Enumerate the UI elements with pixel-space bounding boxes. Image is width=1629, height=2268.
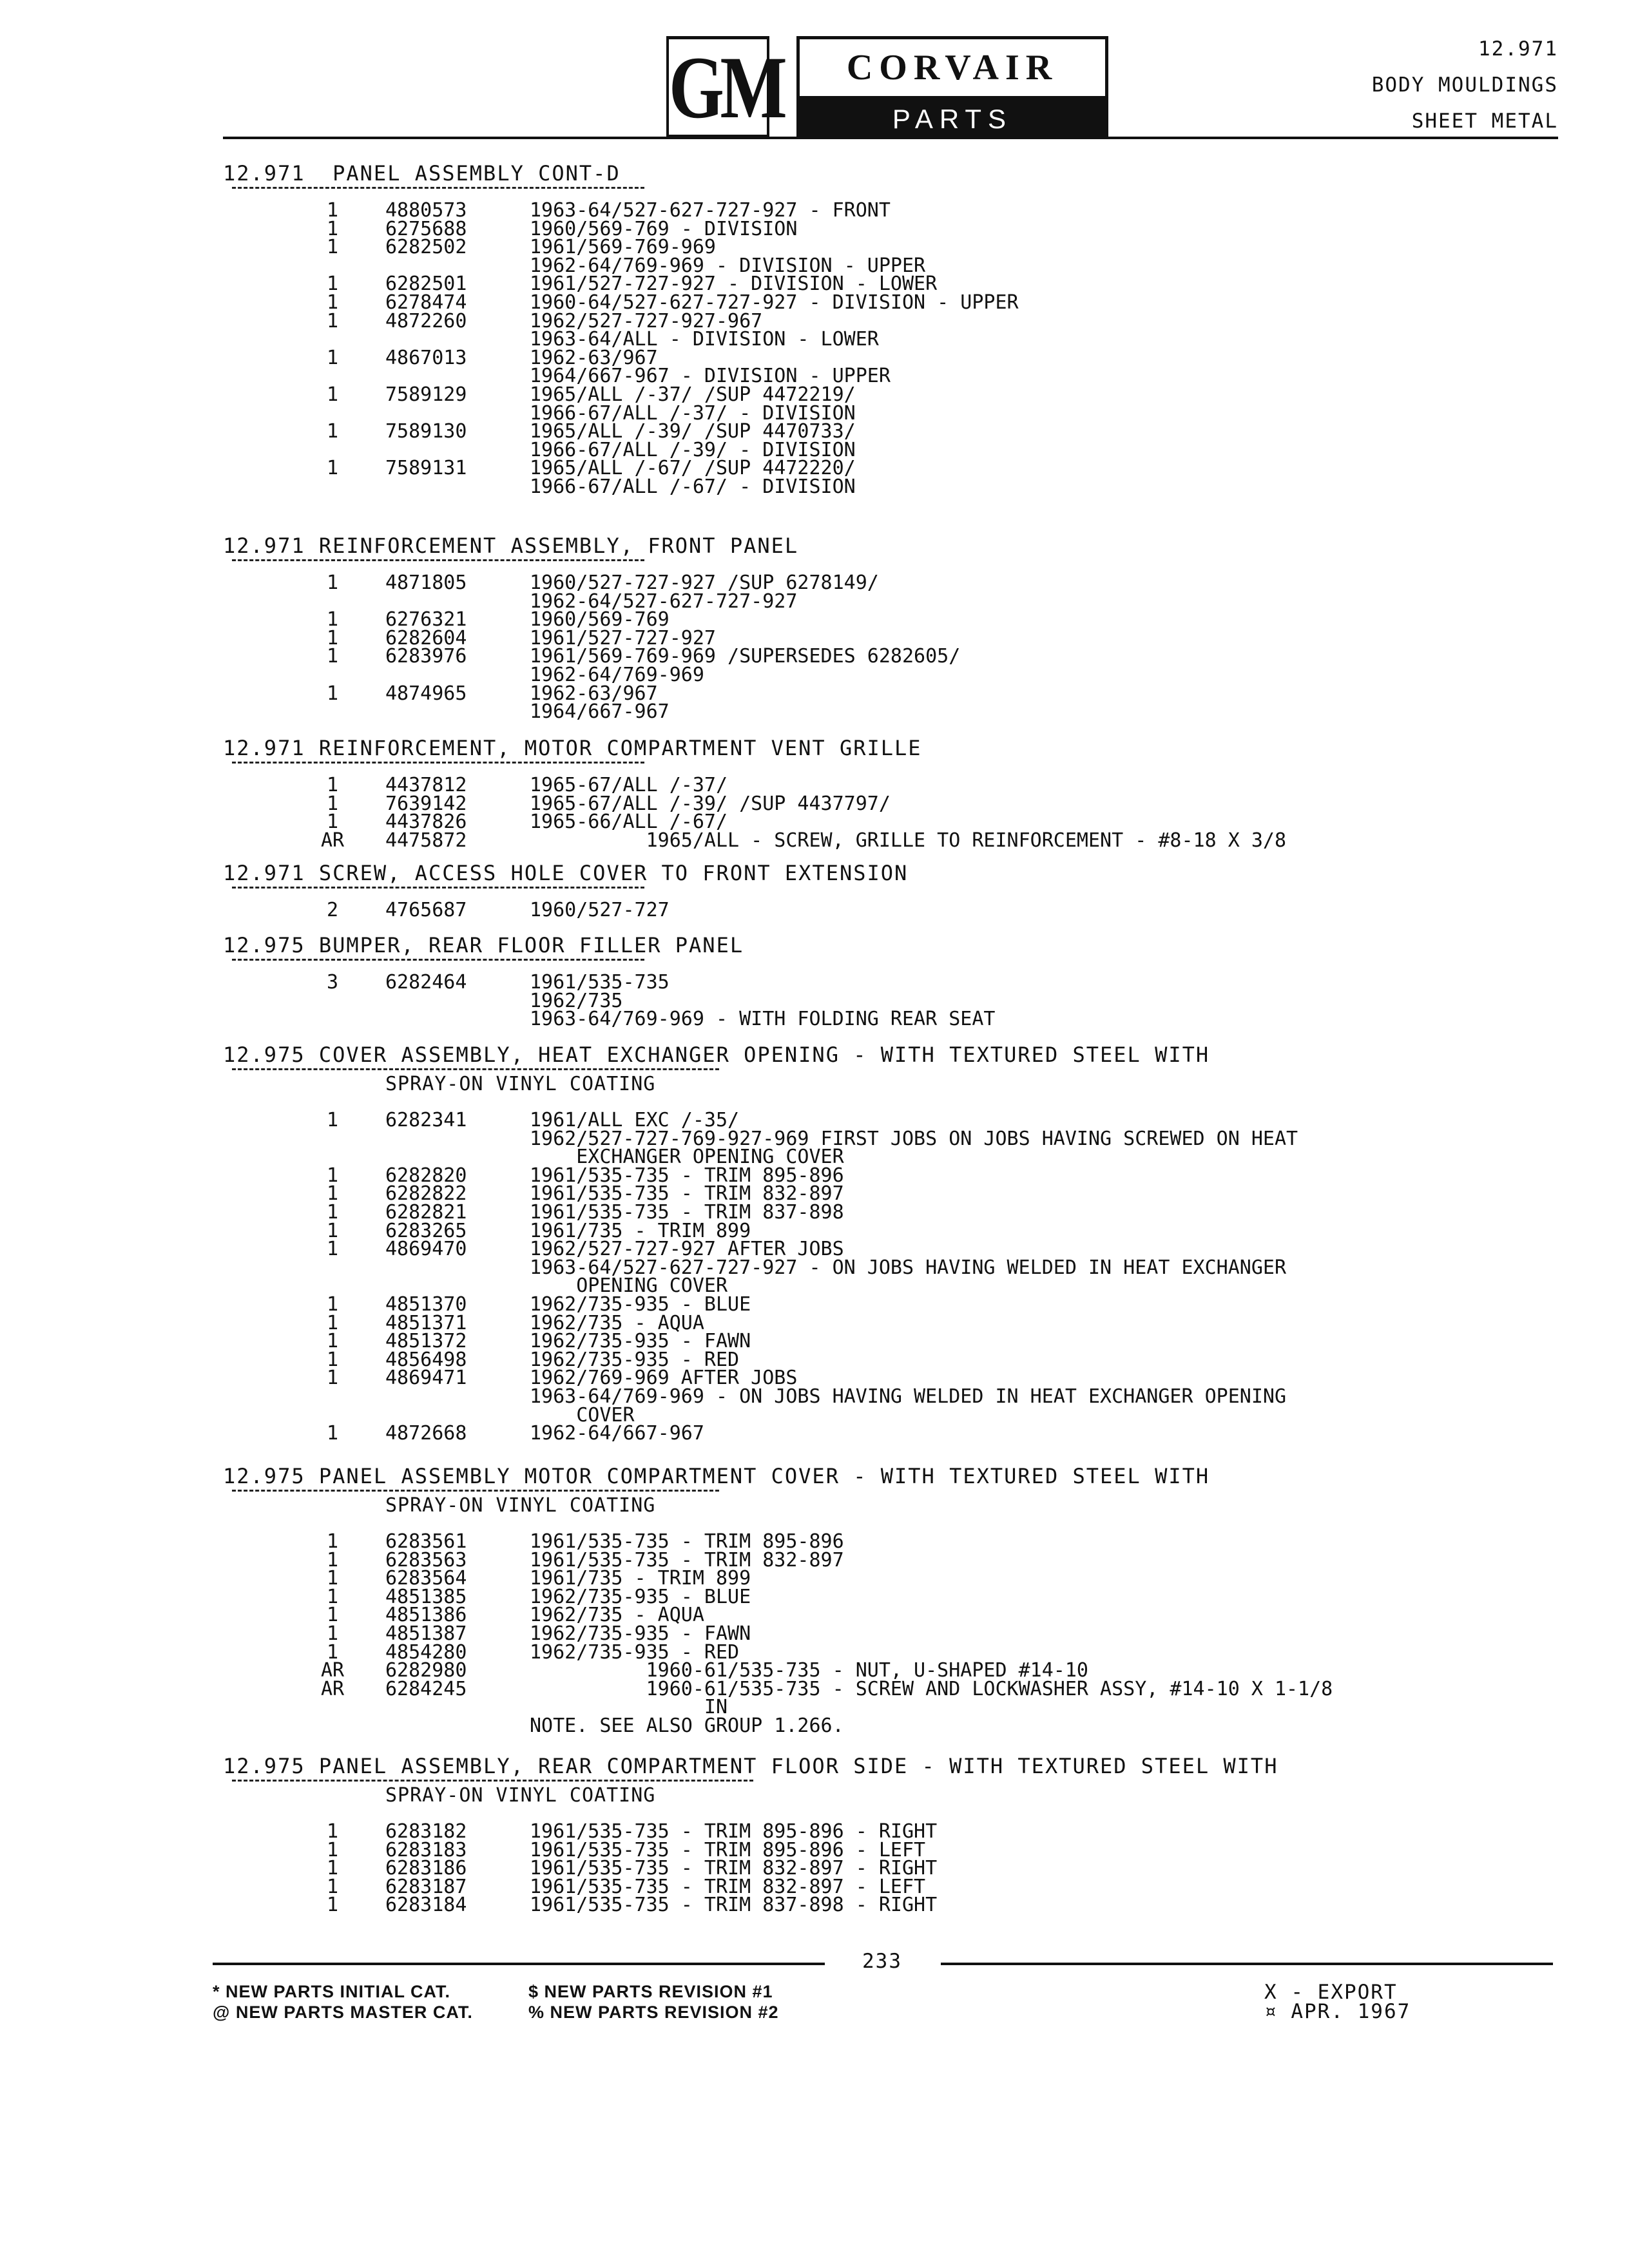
part-number: 6283186 <box>385 1857 467 1880</box>
part-number: 6282604 <box>385 626 467 649</box>
quantity: 1 <box>326 572 339 594</box>
quantity: 1 <box>326 346 339 369</box>
section-underline <box>232 1068 719 1070</box>
quantity: 1 <box>326 1585 339 1608</box>
application-description: 1961/535-735 - TRIM 895-896 <box>530 1164 844 1187</box>
part-number: 6282821 <box>385 1201 467 1224</box>
part-number: 6283976 <box>385 645 467 668</box>
application-description: 1961/527-727-927 - DIVISION - LOWER <box>530 273 938 296</box>
part-number: 6282501 <box>385 273 467 296</box>
part-number: 4871805 <box>385 572 467 594</box>
part-number: 4874965 <box>385 682 467 705</box>
part-number: 6283563 <box>385 1548 467 1571</box>
part-number: 7589129 <box>385 383 467 406</box>
part-number: 4851372 <box>385 1330 467 1353</box>
part-number: 4856498 <box>385 1348 467 1371</box>
quantity: 1 <box>326 1838 339 1861</box>
application-description: 1962/769-969 AFTER JOBS <box>530 1367 798 1390</box>
legend-rev1: $ NEW PARTS REVISION #1 <box>528 1982 773 2001</box>
quantity: 3 <box>326 971 339 994</box>
part-number: 7639142 <box>385 792 467 815</box>
application-description: 1962-63/967 <box>530 682 658 705</box>
application-description: 1962-64/667-967 <box>530 1422 704 1445</box>
application-description: 1960/569-769 - DIVISION <box>530 217 798 240</box>
part-number: 7589131 <box>385 457 467 480</box>
application-description: 1962/527-727-769-927-969 FIRST JOBS ON JOBS HAVING SCREWED ON HEAT <box>530 1127 1298 1150</box>
application-description: 1962/527-727-927 AFTER JOBS <box>530 1238 844 1261</box>
application-description: 1965/ALL /-37/ /SUP 4472219/ <box>530 383 856 406</box>
category-label: SHEET METAL <box>1411 110 1558 133</box>
quantity: 1 <box>326 1640 339 1664</box>
date-note: ¤ APR. 1967 <box>1264 2000 1411 2023</box>
group-name: BODY MOULDINGS <box>1371 73 1558 97</box>
section-underline <box>232 1780 753 1782</box>
section-subtitle: SPRAY-ON VINYL COATING <box>385 1784 656 1807</box>
application-description: 1966-67/ALL /-67/ - DIVISION <box>530 476 856 498</box>
application-description: 1962/735-935 - BLUE <box>530 1293 751 1316</box>
quantity: 1 <box>326 1182 339 1206</box>
application-description: 1961/569-769-969 <box>530 236 716 259</box>
application-description: 1962-64/527-627-727-927 <box>530 590 798 613</box>
quantity: 1 <box>326 645 339 668</box>
section-title: 12.975 PANEL ASSEMBLY MOTOR COMPARTMENT COVER - WITH TEXTURED STEEL WITH <box>223 1464 1210 1488</box>
application-description: 1962/735-935 - BLUE <box>530 1585 751 1608</box>
part-number: 6283187 <box>385 1875 467 1898</box>
quantity: 1 <box>326 1293 339 1316</box>
section-title: 12.971 REINFORCEMENT, MOTOR COMPARTMENT VENT GRILLE <box>223 736 922 760</box>
application-description: 1960/527-727 <box>530 899 670 921</box>
application-description: 1965-66/ALL /-67/ <box>530 811 728 834</box>
section-subtitle: SPRAY-ON VINYL COATING <box>385 1494 656 1517</box>
part-number: 4872260 <box>385 309 467 332</box>
section-underline <box>232 187 644 189</box>
application-description: 1961/535-735 - TRIM 837-898 <box>530 1201 844 1224</box>
application-description: IN <box>530 1696 728 1719</box>
quantity: 1 <box>326 199 339 222</box>
legend-master: @ NEW PARTS MASTER CAT. <box>213 2003 473 2022</box>
part-number: 4851385 <box>385 1585 467 1608</box>
part-number: 7589130 <box>385 420 467 443</box>
part-number: 4880573 <box>385 199 467 222</box>
section-underline <box>232 887 644 889</box>
application-description: 1962/735 <box>530 989 623 1012</box>
application-description: 1961/535-735 - TRIM 832-897 <box>530 1548 844 1571</box>
header-rule <box>223 137 1558 139</box>
quantity: 1 <box>326 1311 339 1334</box>
application-description: 1960-64/527-627-727-927 - DIVISION - UPPER <box>530 291 1019 314</box>
group-number: 12.971 <box>1478 37 1558 61</box>
part-number: 6278474 <box>385 291 467 314</box>
quantity: 1 <box>326 1330 339 1353</box>
quantity: 1 <box>326 1820 339 1843</box>
quantity: 1 <box>326 420 339 443</box>
application-description: COVER <box>530 1403 635 1427</box>
application-description: EXCHANGER OPENING COVER <box>530 1146 844 1169</box>
application-description: 1961/535-735 - TRIM 895-896 - RIGHT <box>530 1820 938 1843</box>
quantity: 1 <box>326 1164 339 1187</box>
application-description: 1962-63/967 <box>530 346 658 369</box>
quantity: 1 <box>326 291 339 314</box>
application-description: 1963-64/ALL - DIVISION - LOWER <box>530 328 879 351</box>
quantity: 1 <box>326 1109 339 1131</box>
section-title: 12.975 BUMPER, REAR FLOOR FILLER PANEL <box>223 933 744 957</box>
part-number: 4437826 <box>385 811 467 834</box>
part-number: 6282822 <box>385 1182 467 1206</box>
legend-initial: * NEW PARTS INITIAL CAT. <box>213 1982 451 2001</box>
section-title: 12.975 COVER ASSEMBLY, HEAT EXCHANGER OPENING - WITH TEXTURED STEEL WITH <box>223 1043 1210 1067</box>
export-note: X - EXPORT <box>1264 1981 1398 2004</box>
section-subtitle: SPRAY-ON VINYL COATING <box>385 1073 656 1095</box>
application-description: 1960-61/535-735 - SCREW AND LOCKWASHER ASSY, #14-10 X 1-1/8 <box>530 1677 1333 1700</box>
legend-rev2: % NEW PARTS REVISION #2 <box>528 2003 779 2022</box>
quantity: 1 <box>326 1894 339 1917</box>
quantity: 1 <box>326 1567 339 1590</box>
application-description: 1961/735 - TRIM 899 <box>530 1219 751 1242</box>
quantity: 1 <box>326 1857 339 1880</box>
application-description: 1962/735 - AQUA <box>530 1604 704 1627</box>
section-title: 12.975 PANEL ASSEMBLY, REAR COMPARTMENT FLOOR SIDE - WITH TEXTURED STEEL WITH <box>223 1754 1278 1778</box>
application-description: 1961/535-735 - TRIM 832-897 - RIGHT <box>530 1857 938 1880</box>
part-number: 4872668 <box>385 1422 467 1445</box>
part-number: 4851386 <box>385 1604 467 1627</box>
quantity: 1 <box>326 1604 339 1627</box>
application-description: 1965-67/ALL /-39/ /SUP 4437797/ <box>530 792 891 815</box>
part-number: 6275688 <box>385 217 467 240</box>
quantity: 1 <box>326 1348 339 1371</box>
application-description: 1960/569-769 <box>530 608 670 631</box>
part-number: 4869471 <box>385 1367 467 1390</box>
application-description: 1961/735 - TRIM 899 <box>530 1567 751 1590</box>
part-number: 4854280 <box>385 1640 467 1664</box>
application-description: 1962/735-935 - RED <box>530 1640 740 1664</box>
footer-rule-right <box>941 1963 1553 1965</box>
application-description: 1966-67/ALL /-39/ - DIVISION <box>530 438 856 461</box>
quantity: 1 <box>326 792 339 815</box>
application-description: 1965/ALL /-39/ /SUP 4470733/ <box>530 420 856 443</box>
quantity: 1 <box>326 1530 339 1553</box>
quantity: 1 <box>326 217 339 240</box>
quantity: 1 <box>326 273 339 296</box>
quantity: AR <box>320 829 345 852</box>
application-description: 1962/735-935 - FAWN <box>530 1622 751 1645</box>
part-number: 4765687 <box>385 899 467 921</box>
gm-logo: GM <box>666 36 769 138</box>
section-underline <box>232 1490 719 1492</box>
part-number: 4437812 <box>385 774 467 796</box>
section-title: 12.971 PANEL ASSEMBLY CONT-D <box>223 161 621 186</box>
part-number: 6283265 <box>385 1219 467 1242</box>
application-description: 1961/569-769-969 /SUPERSEDES 6282605/ <box>530 645 961 668</box>
quantity: 1 <box>326 1219 339 1242</box>
application-description: 1961/535-735 - TRIM 832-897 - LEFT <box>530 1875 926 1898</box>
application-description: 1960/527-727-927 /SUP 6278149/ <box>530 572 879 594</box>
application-description: 1961/527-727-927 <box>530 626 716 649</box>
brand-title: CORVAIR <box>796 36 1108 99</box>
application-description: 1963-64/769-969 - WITH FOLDING REAR SEAT <box>530 1008 996 1031</box>
part-number: 6283183 <box>385 1838 467 1861</box>
quantity: 1 <box>326 236 339 259</box>
part-number: 6282502 <box>385 236 467 259</box>
quantity: AR <box>320 1677 345 1700</box>
quantity: 1 <box>326 774 339 796</box>
part-number: 6283182 <box>385 1820 467 1843</box>
application-description: 1963-64/769-969 - ON JOBS HAVING WELDED IN HEAT EXCHANGER OPENING <box>530 1385 1286 1408</box>
quantity: 1 <box>326 626 339 649</box>
section-title: 12.971 SCREW, ACCESS HOLE COVER TO FRONT EXTENSION <box>223 861 909 885</box>
application-description: 1962/735-935 - RED <box>530 1348 740 1371</box>
part-number: 6282820 <box>385 1164 467 1187</box>
footer-rule-left <box>213 1963 825 1965</box>
application-description: OPENING COVER <box>530 1274 728 1298</box>
application-description: 1965/ALL - SCREW, GRILLE TO REINFORCEMENT - #8-18 X 3/8 <box>530 829 1286 852</box>
catalogue-banner: PARTS CATALOGUE <box>796 99 1108 139</box>
part-number: 6282980 <box>385 1659 467 1682</box>
quantity: 1 <box>326 608 339 631</box>
application-description: 1961/535-735 - TRIM 895-896 <box>530 1530 844 1553</box>
application-description: 1963-64/527-627-727-927 - FRONT <box>530 199 891 222</box>
application-description: 1965-67/ALL /-37/ <box>530 774 728 796</box>
quantity: 1 <box>326 383 339 406</box>
application-description: 1961/535-735 - TRIM 837-898 - RIGHT <box>530 1894 938 1917</box>
application-description: 1962-64/769-969 - DIVISION - UPPER <box>530 254 926 277</box>
page-number: 233 <box>862 1950 902 1973</box>
quantity: 1 <box>326 682 339 705</box>
application-description: 1961/535-735 - TRIM 895-896 - LEFT <box>530 1838 926 1861</box>
quantity: AR <box>320 1659 345 1682</box>
application-description: 1962-64/769-969 <box>530 664 704 686</box>
application-description: 1966-67/ALL /-37/ - DIVISION <box>530 401 856 425</box>
part-number: 4851371 <box>385 1311 467 1334</box>
application-description: 1961/535-735 <box>530 971 670 994</box>
quantity: 1 <box>326 1622 339 1645</box>
quantity: 1 <box>326 1201 339 1224</box>
quantity: 1 <box>326 1875 339 1898</box>
part-number: 6283561 <box>385 1530 467 1553</box>
part-number: 6283564 <box>385 1567 467 1590</box>
section-underline <box>232 762 644 764</box>
quantity: 1 <box>326 309 339 332</box>
part-number: 6276321 <box>385 608 467 631</box>
application-description: 1960-61/535-735 - NUT, U-SHAPED #14-10 <box>530 1659 1088 1682</box>
part-number: 6282341 <box>385 1109 467 1131</box>
part-number: 4869470 <box>385 1238 467 1261</box>
part-number: 4851387 <box>385 1622 467 1645</box>
quantity: 1 <box>326 1238 339 1261</box>
part-number: 4475872 <box>385 829 467 852</box>
application-description: 1962/735 - AQUA <box>530 1311 704 1334</box>
application-description: 1964/667-967 - DIVISION - UPPER <box>530 365 891 388</box>
quantity: 1 <box>326 811 339 834</box>
quantity: 1 <box>326 1548 339 1571</box>
application-description: 1962/527-727-927-967 <box>530 309 763 332</box>
section-underline <box>232 959 644 961</box>
part-number: 4851370 <box>385 1293 467 1316</box>
application-description: 1964/667-967 <box>530 700 670 724</box>
application-description: 1961/ALL EXC /-35/ <box>530 1109 740 1131</box>
application-description: NOTE. SEE ALSO GROUP 1.266. <box>530 1715 844 1737</box>
application-description: 1962/735-935 - FAWN <box>530 1330 751 1353</box>
part-number: 4867013 <box>385 346 467 369</box>
quantity: 2 <box>326 899 339 921</box>
application-description: 1961/535-735 - TRIM 832-897 <box>530 1182 844 1206</box>
application-description: 1965/ALL /-67/ /SUP 4472220/ <box>530 457 856 480</box>
part-number: 6283184 <box>385 1894 467 1917</box>
quantity: 1 <box>326 1422 339 1445</box>
part-number: 6284245 <box>385 1677 467 1700</box>
section-title: 12.971 REINFORCEMENT ASSEMBLY, FRONT PANEL <box>223 533 799 558</box>
quantity: 1 <box>326 457 339 480</box>
section-underline <box>232 559 644 561</box>
part-number: 6282464 <box>385 971 467 994</box>
application-description: 1963-64/527-627-727-927 - ON JOBS HAVING WELDED IN HEAT EXCHANGER <box>530 1256 1286 1279</box>
quantity: 1 <box>326 1367 339 1390</box>
